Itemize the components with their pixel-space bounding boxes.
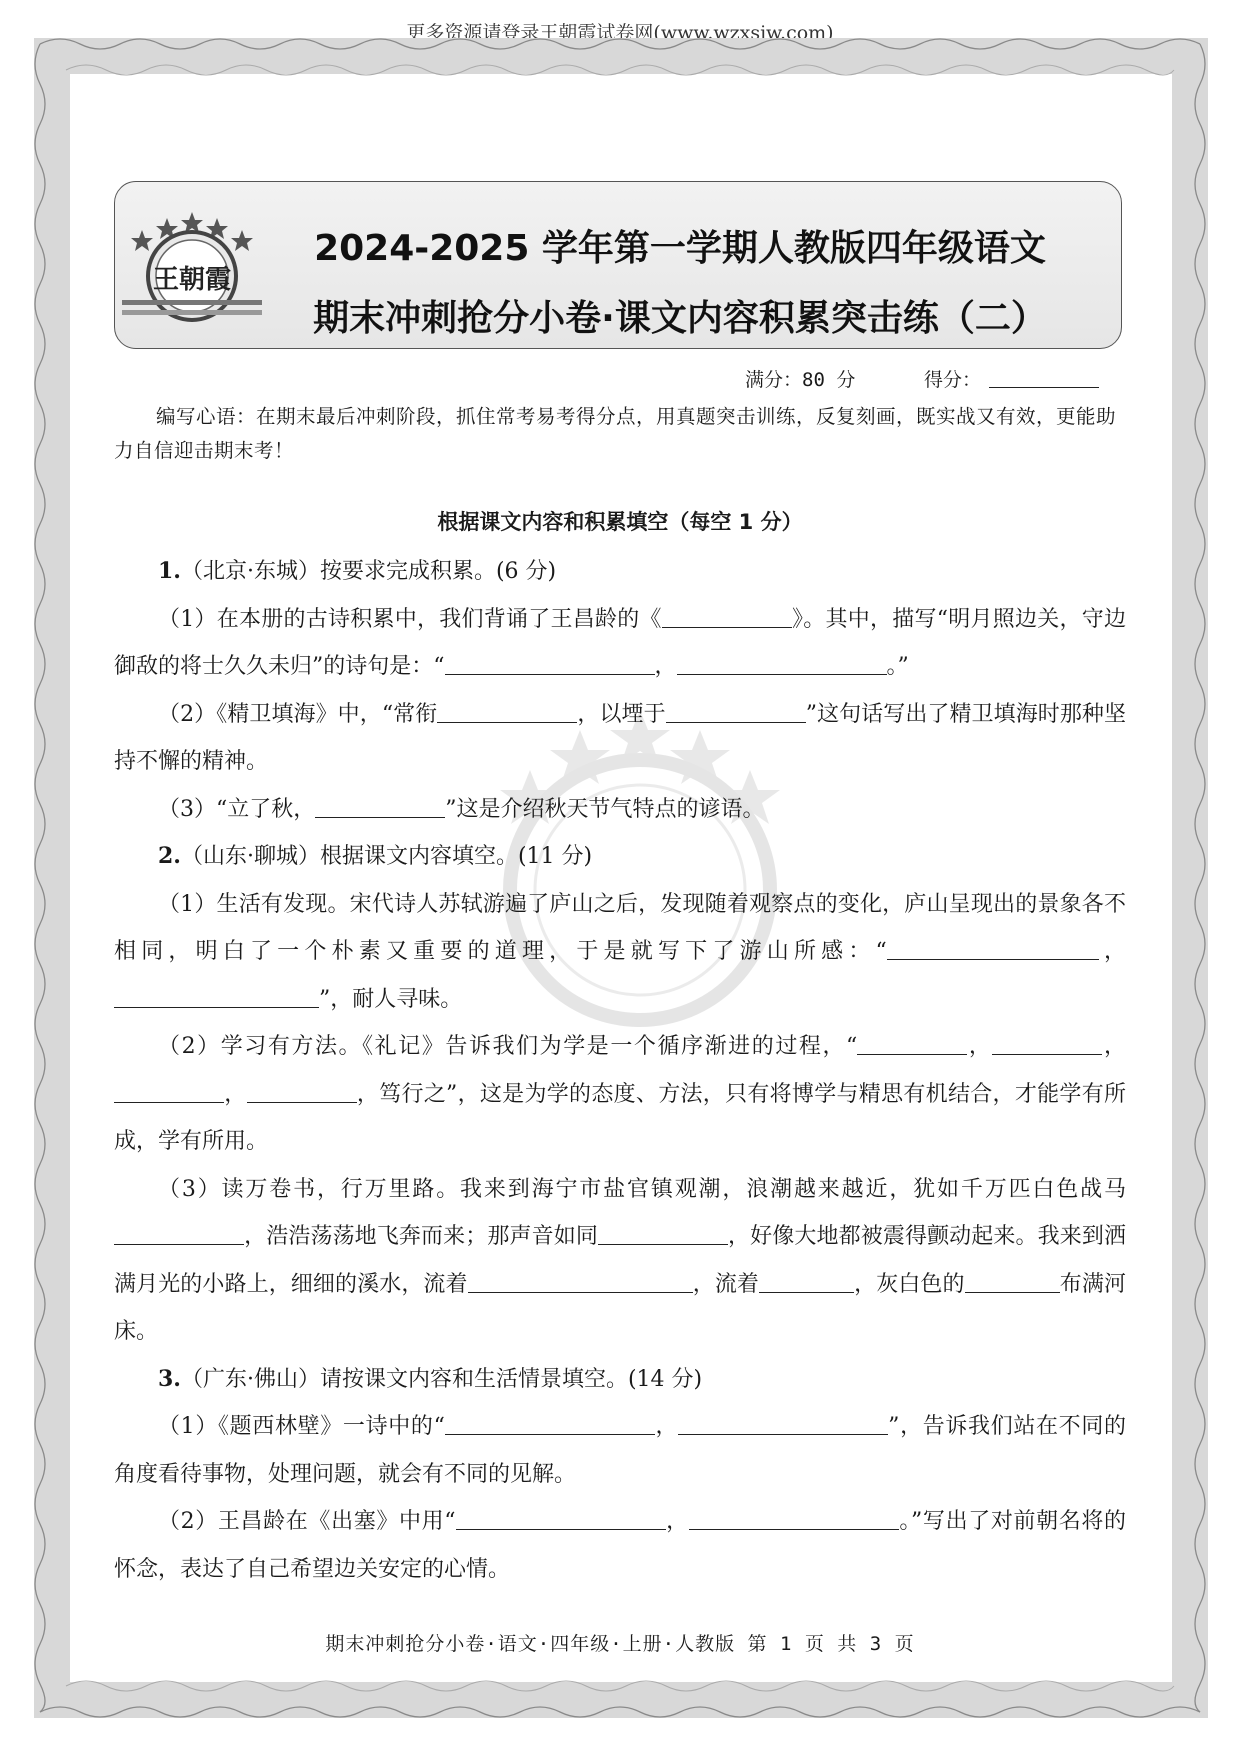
- answer-blank[interactable]: [992, 1028, 1102, 1055]
- answer-blank[interactable]: [759, 1266, 854, 1293]
- score-label: 得分：: [923, 369, 981, 391]
- top-note: 更多资源请登录王朝霞试卷网(www.wzxsjw.com): [406, 22, 834, 44]
- question-2-part-2: （2）学习有方法。《礼记》告诉我们为学是一个循序渐进的过程，“ ， ，， ，笃行之”，这是为学的态度、方法，只有将博学与精思有机结合，才能学有所成，学有所用。: [114, 1023, 1126, 1166]
- question-2-part-1: （1）生活有发现。宋代诗人苏轼游遍了庐山之后，发现随着观察点的变化，庐山呈现出的景象各不相同，明白了一个朴素又重要的道理，于是就写下了游山所感：“ ，”，耐人寻味。: [114, 891, 1126, 1012]
- answer-blank[interactable]: [689, 1503, 899, 1530]
- question-1-part-3: （3）“立了秋， ”这是介绍秋天节气特点的谚语。: [114, 786, 1126, 834]
- answer-blank[interactable]: [965, 1266, 1060, 1293]
- page-footer: 期末冲刺抢分小卷·语文·四年级·上册·人教版 第 1 页 共 3 页: [325, 1633, 915, 1655]
- page-title-line1: 2024-2025 学年第一学期人教版四年级语文: [314, 228, 1046, 269]
- answer-blank[interactable]: [666, 696, 806, 723]
- answer-blank[interactable]: [857, 1028, 967, 1055]
- question-2-part-3: （3）读万卷书，行万里路。我来到海宁市盐官镇观潮，浪潮越来越近，犹如千万匹白色战马，浩浩荡荡地飞奔而来；那声音如同 ，好像大地都被震得颤动起来。我来到洒满月光的小路上，细细的溪水，流着 ，流着 ，灰白色的 布满河床。: [114, 1176, 1126, 1344]
- question-1-part-1: （1）在本册的古诗积累中，我们背诵了王昌龄的《 》。其中，描写“明月照边关，守边御敌的将士久久未归”的诗句是：“ ， 。”: [114, 596, 1126, 691]
- full-score-label: 满分：80 分: [745, 369, 856, 391]
- answer-blank[interactable]: [678, 1408, 888, 1435]
- answer-blank[interactable]: [437, 696, 577, 723]
- intro-note: 编写心语：在期末最后冲刺阶段，抓住常考易考得分点，用真题突击训练，反复刻画，既实战又有效，更能助力自信迎击期末考！: [114, 405, 1117, 462]
- question-2-head: 2.（山东·聊城）根据课文内容填空。(11 分): [158, 843, 593, 869]
- page-title-line2: 期末冲刺抢分小卷·课文内容积累突击练（二）: [313, 298, 1047, 339]
- answer-blank[interactable]: [114, 1076, 224, 1103]
- answer-blank[interactable]: [677, 648, 887, 675]
- logo-text: 王朝霞: [152, 265, 231, 295]
- answer-blank[interactable]: [114, 1218, 244, 1245]
- section-title: 根据课文内容和积累填空（每空 1 分）: [437, 510, 803, 534]
- score-blank[interactable]: [989, 369, 1099, 388]
- question-3-head: 3.（广东·佛山）请按课文内容和生活情景填空。(14 分): [158, 1365, 703, 1392]
- answer-blank[interactable]: [598, 1218, 728, 1245]
- question-1-head: 1.（北京·东城）按要求完成积累。(6 分): [158, 558, 557, 584]
- answer-blank[interactable]: [315, 791, 445, 818]
- question-3-part-2: （2）王昌龄在《出塞》中用“ ， 。”写出了对前朝名将的怀念，表达了自己希望边关安定的心情。: [114, 1498, 1126, 1593]
- score-line: [745, 365, 1099, 392]
- question-3-part-1: （1）《题西林壁》一诗中的“ ， ”，告诉我们站在不同的角度看待事物，处理问题，就会有不同的见解。: [114, 1403, 1126, 1498]
- answer-blank[interactable]: [114, 981, 319, 1008]
- answer-blank[interactable]: [456, 1503, 666, 1530]
- answer-blank[interactable]: [247, 1076, 357, 1103]
- answer-blank[interactable]: [445, 1408, 655, 1435]
- question-1-part-2: （2）《精卫填海》中，“常衔 ，以堙于 ”这句话写出了精卫填海时那种坚持不懈的精神。: [114, 691, 1126, 786]
- questions: [114, 548, 1126, 1593]
- answer-blank[interactable]: [445, 648, 655, 675]
- answer-blank[interactable]: [887, 933, 1099, 960]
- answer-blank[interactable]: [662, 601, 792, 628]
- answer-blank[interactable]: [468, 1266, 693, 1293]
